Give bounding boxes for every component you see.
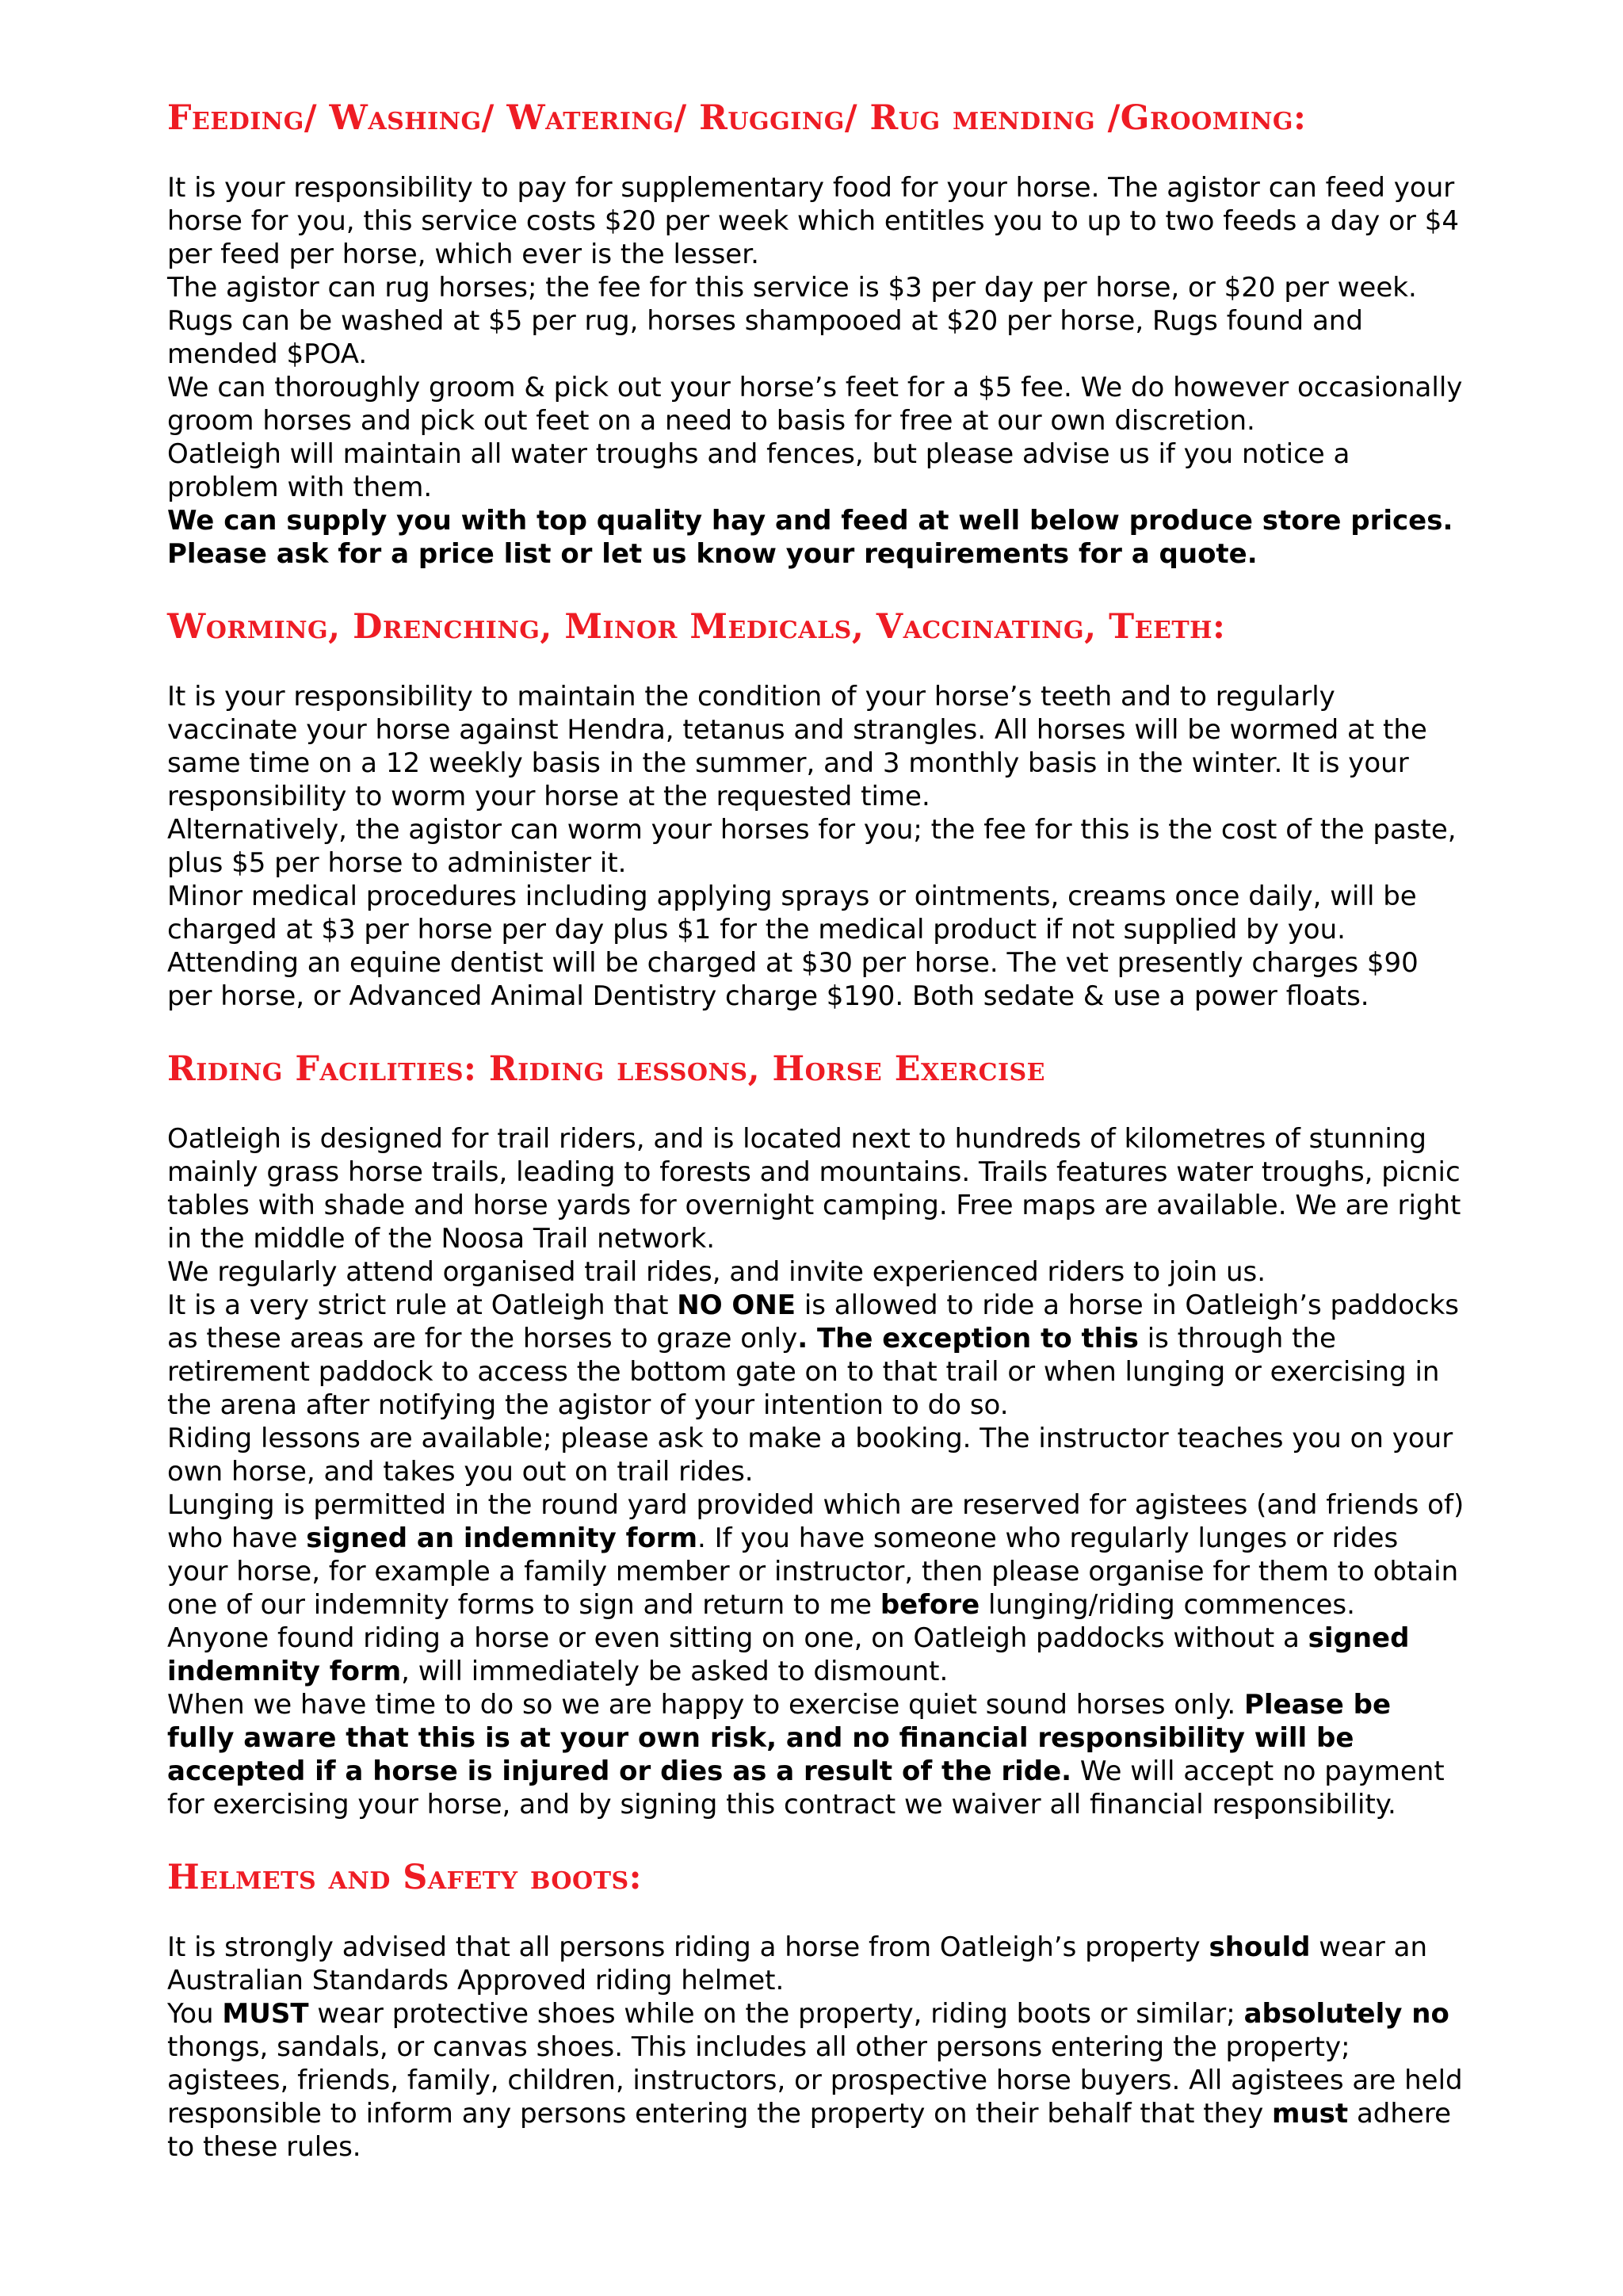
text-run: thongs, sandals, or canvas shoes. This includes all other persons entering the property; agistees, friends, family, children, instructors, or prospective horse buyers. All agistees are held responsible to inform any persons entering the property on their behalf that they: [167, 2031, 1463, 2130]
text-run: We will accept no payment for exercising your horse, and by signing this contract we waiver all financial responsibility.: [167, 1755, 1445, 1820]
bold-text: absolutely no: [1243, 1998, 1449, 2030]
section-helmets: [167, 1853, 1465, 2164]
text-run: Oatleigh will maintain all water troughs and fences, but please advise us if you notice a problem with them.: [167, 438, 1350, 503]
bold-text: before: [880, 1589, 980, 1621]
text-run: It is strongly advised that all persons riding a horse from Oatleigh’s property: [167, 1931, 1209, 1963]
text-run: wear an Australian Standards Approved riding helmet.: [167, 1931, 1428, 1996]
text-run: Minor medical procedures including applying sprays or ointments, creams once daily, will be charged at $3 per horse per day plus $1 for the medical product if not supplied by you.: [167, 881, 1417, 946]
text-run: lunging/riding commences. Anyone found riding a horse or even sitting on one, on Oatleigh paddocks without a: [167, 1589, 1355, 1654]
section-heading-feeding: Feeding/ Washing/ Watering/ Rugging/ Rug mending /Grooming:: [167, 98, 1307, 138]
bold-text: must: [1272, 2098, 1349, 2130]
bold-text: signed indemnity form: [167, 1622, 1410, 1687]
paragraph: [167, 1688, 1465, 1821]
text-run: Riding lessons are available; please ask to make a booking. The instructor teaches you on your own horse, and takes you out on trail rides.: [167, 1423, 1453, 1488]
text-run: The agistor can rug horses; the fee for this service is $3 per day per horse, or $20 per week. Rugs can be washed at $5 per rug, horses shampooed at $20 per horse, Rugs found and mended $POA.: [167, 272, 1417, 370]
paragraph: [167, 1931, 1465, 1997]
section-body-worming: [167, 680, 1465, 1013]
section-worming: [167, 602, 1465, 1013]
paragraph: [167, 880, 1465, 946]
section-body-riding: [167, 1122, 1465, 1821]
text-run: adhere to these rules.: [167, 2098, 1451, 2163]
text-run: Attending an equine dentist will be charged at $30 per horse. The vet presently charges $90 per horse, or Advanced Animal Dentistry charge $190. Both sedate & use a power floats.: [167, 947, 1419, 1012]
text-run: Oatleigh is designed for trail riders, and is located next to hundreds of kilometres of stunning mainly grass horse trails, leading to forests and mountains. Trails features water troughs, picnic tables with shade and horse yards for overnight camping. Free maps are available. We are right in the middle of the Noosa Trail network.: [167, 1123, 1461, 1255]
text-run: We can thoroughly groom & pick out your horse’s feet for a $5 fee. We do however occasionally groom horses and pick out feet on a need to basis for free at our own discretion.: [167, 372, 1463, 437]
bold-text: should: [1209, 1931, 1311, 1963]
paragraph: [167, 437, 1465, 504]
paragraph: [167, 1255, 1465, 1289]
paragraph: [167, 171, 1465, 271]
text-run: It is a very strict rule at Oatleigh that: [167, 1289, 678, 1321]
paragraph: [167, 1122, 1465, 1255]
text-run: It is your responsibility to pay for supplementary food for your horse. The agistor can feed your horse for you, this service costs $20 per week which entitles you to up to two feeds a day or $4 per feed per horse, which ever is the lesser.: [167, 172, 1459, 270]
text-run: . If you have someone who regularly lunges or rides your horse, for example a family member or instructor, then please organise for them to obtain one of our indemnity forms to sign and return to me: [167, 1522, 1459, 1621]
section-riding: [167, 1045, 1465, 1821]
paragraph: [167, 946, 1465, 1013]
bold-text: . The exception to this: [797, 1323, 1139, 1354]
paragraph: [167, 371, 1465, 437]
section-body-feeding: [167, 171, 1465, 571]
section-heading-helmets: Helmets and Safety boots:: [167, 1858, 643, 1897]
bold-text: We can supply you with top quality hay and feed at well below produce store prices. Please ask for a price list or let us know your requirements for a quote.: [167, 505, 1453, 570]
bold-text: Please be fully aware that this is at your own risk, and no financial responsibility will be accepted if a horse is injured or dies as a result of the ride.: [167, 1689, 1392, 1787]
paragraph: [167, 1422, 1465, 1488]
text-run: Lunging is permitted in the round yard provided which are reserved for agistees (and friends of) who have: [167, 1489, 1465, 1554]
text-run: , will immediately be asked to dismount.: [401, 1656, 949, 1687]
text-run: Alternatively, the agistor can worm your horses for you; the fee for this is the cost of the paste, plus $5 per horse to administer it.: [167, 814, 1457, 879]
bold-text: NO ONE: [677, 1289, 796, 1321]
text-run: wear protective shoes while on the property, riding boots or similar;: [308, 1998, 1244, 2030]
paragraph: [167, 1488, 1465, 1688]
bold-text: MUST: [222, 1998, 309, 2030]
text-run: is allowed to ride a horse in Oatleigh’s paddocks as these areas are for the horses to graze only: [167, 1289, 1459, 1354]
section-feeding: [167, 94, 1465, 571]
paragraph: [167, 504, 1465, 571]
section-heading-riding: Riding Facilities: Riding lessons, Horse Exercise: [167, 1049, 1046, 1089]
text-run: When we have time to do so we are happy to exercise quiet sound horses only.: [167, 1689, 1244, 1721]
text-run: We regularly attend organised trail rides, and invite experienced riders to join us.: [167, 1256, 1266, 1288]
text-run: You: [167, 1998, 223, 2030]
text-run: It is your responsibility to maintain the condition of your horse’s teeth and to regularly vaccinate your horse against Hendra, tetanus and strangles. All horses will be wormed at the same time on a 12 weekly basis in the summer, and 3 monthly basis in the winter. It is your responsibility to worm your horse at the requested time.: [167, 681, 1427, 812]
bold-text: signed an indemnity form: [306, 1522, 697, 1554]
paragraph: [167, 1997, 1465, 2164]
paragraph: [167, 680, 1465, 813]
paragraph: [167, 271, 1465, 371]
text-run: is through the retirement paddock to access the bottom gate on to that trail or when lunging or exercising in the arena after notifying the agistor of your intention to do so.: [167, 1323, 1440, 1421]
paragraph: [167, 1289, 1465, 1422]
section-body-helmets: [167, 1931, 1465, 2164]
paragraph: [167, 813, 1465, 880]
section-heading-worming: Worming, Drenching, Minor Medicals, Vaccinating, Teeth:: [167, 607, 1226, 647]
